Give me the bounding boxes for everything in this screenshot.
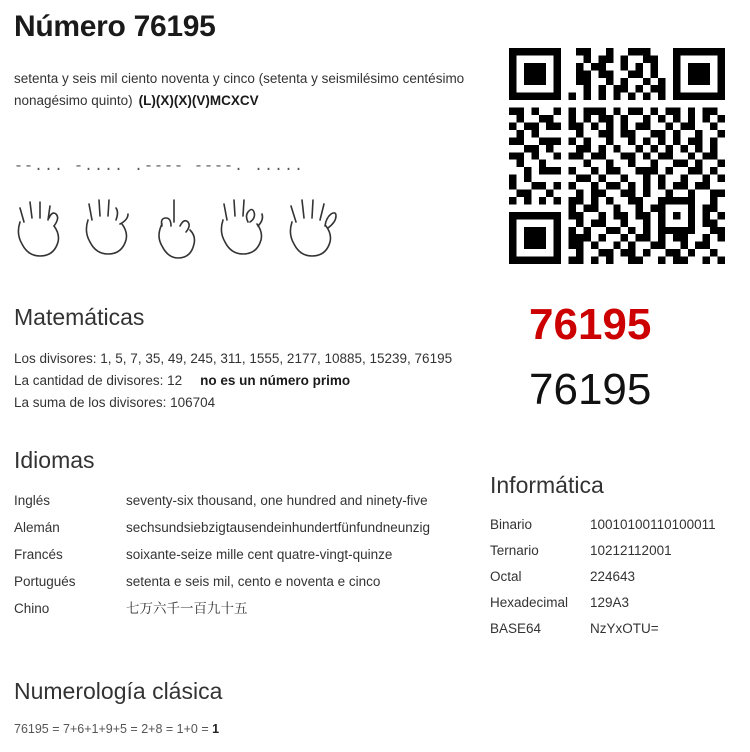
section-heading-informatica: Informática [490,472,604,498]
math-details [14,348,469,414]
language-value: seventy-six thousand, one hundred and ninety-five [126,493,428,508]
language-name: Alemán [14,520,60,535]
morse-code: --... -.... .---- ----. ..... [14,158,305,175]
number-in-words [14,68,484,112]
page-title: Número 76195 [14,10,216,43]
number-black-display: 76195 [529,365,652,414]
numerology-formula [14,722,219,736]
informatics-name: BASE64 [490,621,542,636]
math-divisor-sum: La suma de los divisores: 106704 [14,395,216,410]
table-row [14,595,474,622]
language-value: soixante-seize mille cent quatre-vingt-quinze [126,547,393,562]
hand-sign-one-icon [146,192,206,260]
table-row [14,487,474,514]
language-name: Chino [14,601,50,616]
numerology-final-digit: 1 [212,722,220,736]
number-red-display: 76195 [529,300,652,349]
informatics-name: Octal [490,569,522,584]
table-row [490,564,740,590]
informatics-value: NzYxOTU= [590,621,659,636]
table-row [490,538,740,564]
math-divisor-count: La cantidad de divisores: 12 [14,373,183,388]
language-name: Portugués [14,574,76,589]
section-heading-numerologia: Numerología clásica [14,678,223,704]
hand-sign-nine-icon [214,192,274,260]
table-row [490,512,740,538]
section-heading-idiomas: Idiomas [14,447,95,473]
informatics-name: Binario [490,517,533,532]
math-divisors: Los divisores: 1, 5, 7, 35, 49, 245, 311, 1555, 2177, 10885, 15239, 76195 [14,351,453,366]
language-name: Francés [14,547,63,562]
section-heading-matematicas: Matemáticas [14,304,145,330]
hand-sign-seven-icon [10,192,70,260]
informatics-table [490,512,740,642]
qr-code-icon [509,48,725,264]
number-words-text: setenta y seis mil ciento noventa y cinco (setenta y seismilésimo centésimo nonagésimo quinto) [14,71,465,108]
informatics-value: 10212112001 [590,543,672,558]
math-prime-note: no es un número primo [200,373,351,388]
table-row [14,541,474,568]
informatics-name: Ternario [490,543,539,558]
table-row [490,616,740,642]
table-row [490,590,740,616]
hand-sign-five-icon [282,192,342,260]
math-divisor-count-row [14,370,469,392]
language-value: setenta e seis mil, cento e noventa e cinco [126,574,381,589]
numerology-formula-text: 76195 = 7+6+1+9+5 = 2+8 = 1+0 = [14,722,213,736]
table-row [14,568,474,595]
table-row [14,514,474,541]
informatics-value: 10010100110100011 [590,517,716,532]
informatics-value: 129A3 [590,595,630,610]
roman-numeral: (L)(X)(X)(V)MCXCV [138,93,259,108]
hand-sign-six-icon [78,192,138,260]
language-value: sechsundsiebzigtausendeinhundertfünfundneunzig [126,520,430,535]
informatics-value: 224643 [590,569,636,584]
hand-sign-group [10,192,342,260]
language-name: Inglés [14,493,51,508]
informatics-name: Hexadecimal [490,595,569,610]
language-value: 七万六千一百九十五 [126,601,248,616]
languages-table [14,487,474,622]
